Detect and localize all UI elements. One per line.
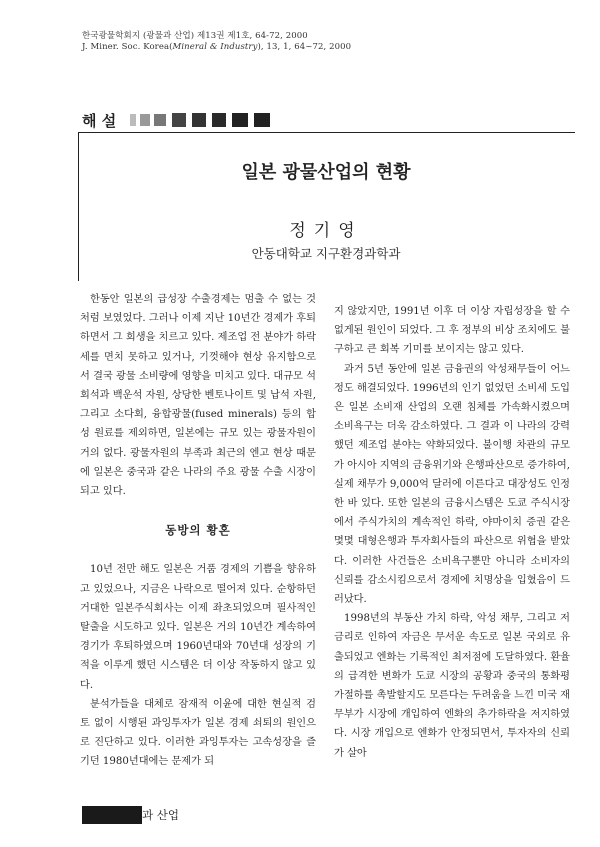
paragraph: 분석가들을 대체로 잠재적 이윤에 대한 현실적 검토 없이 시행된 과잉투자가 일본 경제 쇠퇴의 원인으로 진단하고 있다. 이러한 과잉투자는 고속성장을 즐기던 1980년대에는 문제가 되 <box>80 698 316 768</box>
section-tag: 해 설 <box>82 112 117 130</box>
article-author: 정기영 <box>289 221 363 241</box>
footer-label: 과 산업 <box>142 808 179 822</box>
journal-citation-korean: 한국광물학회지 (광물과 산업) 제13권 제1호, 64-72, 2000 <box>82 31 308 41</box>
section-tag-decoration <box>128 112 278 128</box>
author-affiliation: 안동대학교 지구환경과학과 <box>251 246 401 261</box>
footer-redaction-bar <box>82 806 142 824</box>
paragraph: 한동안 일본의 급성장 수출경제는 멈출 수 없는 것처럼 보였었다. 그러나 이제 지난 10년간 경제가 후퇴하면서 그 희생을 치르고 있다. 제조업 전 분야가 하락세를 면치 못하고 있거나, 기껏해야 현상 유지함으로서 결국 광물 소비량에 영향을 미치고 있다. 대규모 석회석과 백운석 자원, 상당한 벤토나이트 및 납석 자원, 그리고 소다회, 융합광물(fused minerals) 등의 합성 원료를 제외하면, 일본에는 규모 있는 광물자원이 거의 없다. 광물자원의 부족과 최근의 엔고 현상 때문에 일본은 중국과 같은 나라의 주요 광물 수출 시장이 되고 있다. <box>80 294 316 498</box>
article-title: 일본 광물산업의 현황 <box>241 162 411 183</box>
body-column-right <box>334 302 570 763</box>
paragraph: 10년 전만 해도 일본은 거품 경제의 기쁨을 향유하고 있었으나, 지금은 나락으로 떨어져 있다. 순항하던 거대한 일본주식회사는 이제 좌초되었으며 필사적인 탈출을 시도하고 있다. 일본은 거의 10년간 계속하여 경기가 후퇴하였으며 1960년대와 70년대 성장의 기적을 이루게 했던 시스템은 더 이상 작동하지 않고 있다. <box>80 564 316 691</box>
journal-citation-english: J. Miner. Soc. Korea(Mineral & Industry), 13, 1, 64~72, 2000 <box>82 42 352 52</box>
paragraph: 1998년의 부동산 가치 하락, 악성 채무, 그리고 저금리로 인하여 자금은 무서운 속도로 일본 국외로 유출되었고 엔화는 기록적인 최저점에 도달하였다. 환율의 급격한 변화가 도쿄 시장의 공황과 중국의 통화평가절하를 촉발할지도 모른다는 두려움을 느낀 미국 재무부가 시장에 개입하여 엔화의 추가하락을 저지하였다. 시장 개입으로 엔화가 안정되면서, 투자자의 신뢰가 살아 <box>334 613 570 759</box>
paragraph: 과거 5년 동안에 일본 금융권의 악성채무들이 어느 정도 해결되었다. 1996년의 인기 없었던 소비세 도입은 일본 소비재 산업의 오랜 침체를 가속화시켰으며 소비욕구는 더욱 감소하였다. 그 결과 이 나라의 강력했던 제조업 분야는 약화되었다. 불이행 차관의 규모가 아시아 지역의 금융위기와 은행파산으로 증가하여, 실제 채무가 9,000억 달러에 이른다고 대장성도 인정한 바 있다. 또한 일본의 금융시스템은 도쿄 주식시장에서 주식가치의 계속적인 하락, 야마이치 증권 같은 몇몇 대형은행과 투자회사들의 파산으로 위협을 받았다. 이러한 사건들은 소비욕구뿐만 아니라 소비자의 신뢰를 감소시킴으로서 경제에 치명상을 입혔음이 드러났다. <box>334 363 570 606</box>
section-heading: 동방의 황혼 <box>165 523 231 538</box>
paragraph: 지 않았지만, 1991년 이후 더 이상 자립성장을 할 수 없게된 원인이 되었다. 그 후 정부의 비상 조치에도 불구하고 큰 회복 기미를 보이지는 않고 있다. <box>334 306 570 356</box>
body-column-left <box>80 290 316 772</box>
